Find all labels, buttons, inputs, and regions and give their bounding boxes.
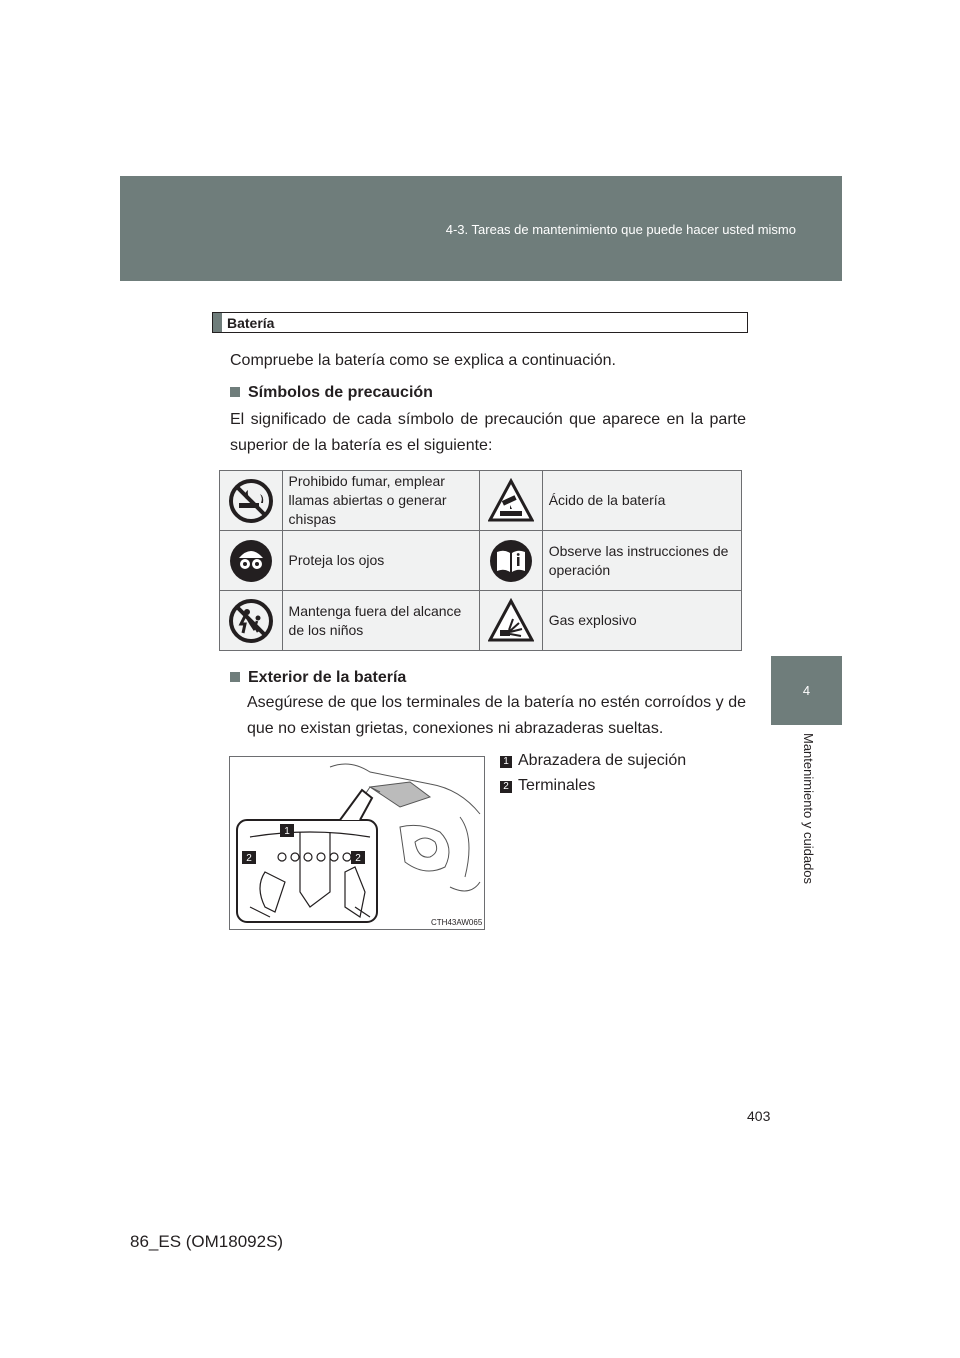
manual-icon [488,538,534,584]
table-cell-text: Observe las instrucciones de operación [542,531,741,591]
battery-illustration [229,756,485,930]
exterior-description: Asegúrese de que los terminales de la batería no estén corroídos y de que no existan grietas, conexiones ni abrazaderas sueltas. [247,694,746,737]
figure-code: CTH43AW065 [431,918,483,927]
table-row [220,531,742,591]
table-cell-icon [220,531,283,591]
eye-protection-icon [228,538,274,584]
no-smoking-icon [228,478,274,524]
section-title-box [212,312,748,333]
battery-diagram [230,757,484,929]
table-cell-text: Ácido de la batería [542,471,741,531]
section-title-bar [213,313,222,332]
table-cell-text: Proteja los ojos [282,531,480,591]
keep-away-children-icon [228,598,274,644]
bullet-square-icon [230,387,240,397]
legend-label: Abrazadera de sujeción [518,752,687,769]
header-section-title: 4-3. Tareas de mantenimiento que puede hacer usted mismo [445,222,796,237]
table-cell-icon [480,471,543,531]
exterior-heading-text: Exterior de la batería [248,669,407,686]
symbols-heading [230,384,433,402]
table-cell-icon [220,591,283,651]
exterior-heading [230,669,406,687]
table-row [220,471,742,531]
symbols-description: El significado de cada símbolo de precaución que aparece en la parte superior de la batería es el siguiente: [230,411,746,454]
symbols-table [219,470,742,651]
legend-item [500,777,595,795]
table-row [220,591,742,651]
table-cell-text: Mantenga fuera del alcance de los niños [282,591,480,651]
page-number: 403 [747,1108,771,1124]
footer-code: 86_ES (OM18092S) [130,1232,284,1251]
chapter-tab [771,656,842,725]
table-cell-text: Gas explosivo [542,591,741,651]
table-cell-icon [220,471,283,531]
section-title: Batería [227,315,275,331]
legend-number: 2 [500,781,512,793]
table-cell-icon [480,591,543,651]
table-cell-text: Prohibido fumar, emplear llamas abiertas o generar chispas [282,471,480,531]
table-cell-icon [480,531,543,591]
intro-text: Compruebe la batería como se explica a continuación. [230,352,616,369]
chapter-number: 4 [802,683,811,698]
chapter-title-vertical: Mantenimiento y cuidados [801,733,816,885]
figure-callout: 2 [246,853,252,864]
battery-acid-icon [488,478,534,524]
symbols-heading-text: Símbolos de precaución [248,384,433,401]
explosive-gas-icon [488,598,534,644]
chapter-header [120,176,842,281]
legend-number: 1 [500,756,512,768]
figure-callout: 1 [284,826,290,837]
bullet-square-icon [230,672,240,682]
figure-callout: 2 [355,853,361,864]
legend-label: Terminales [518,777,596,794]
legend-item [500,752,686,770]
